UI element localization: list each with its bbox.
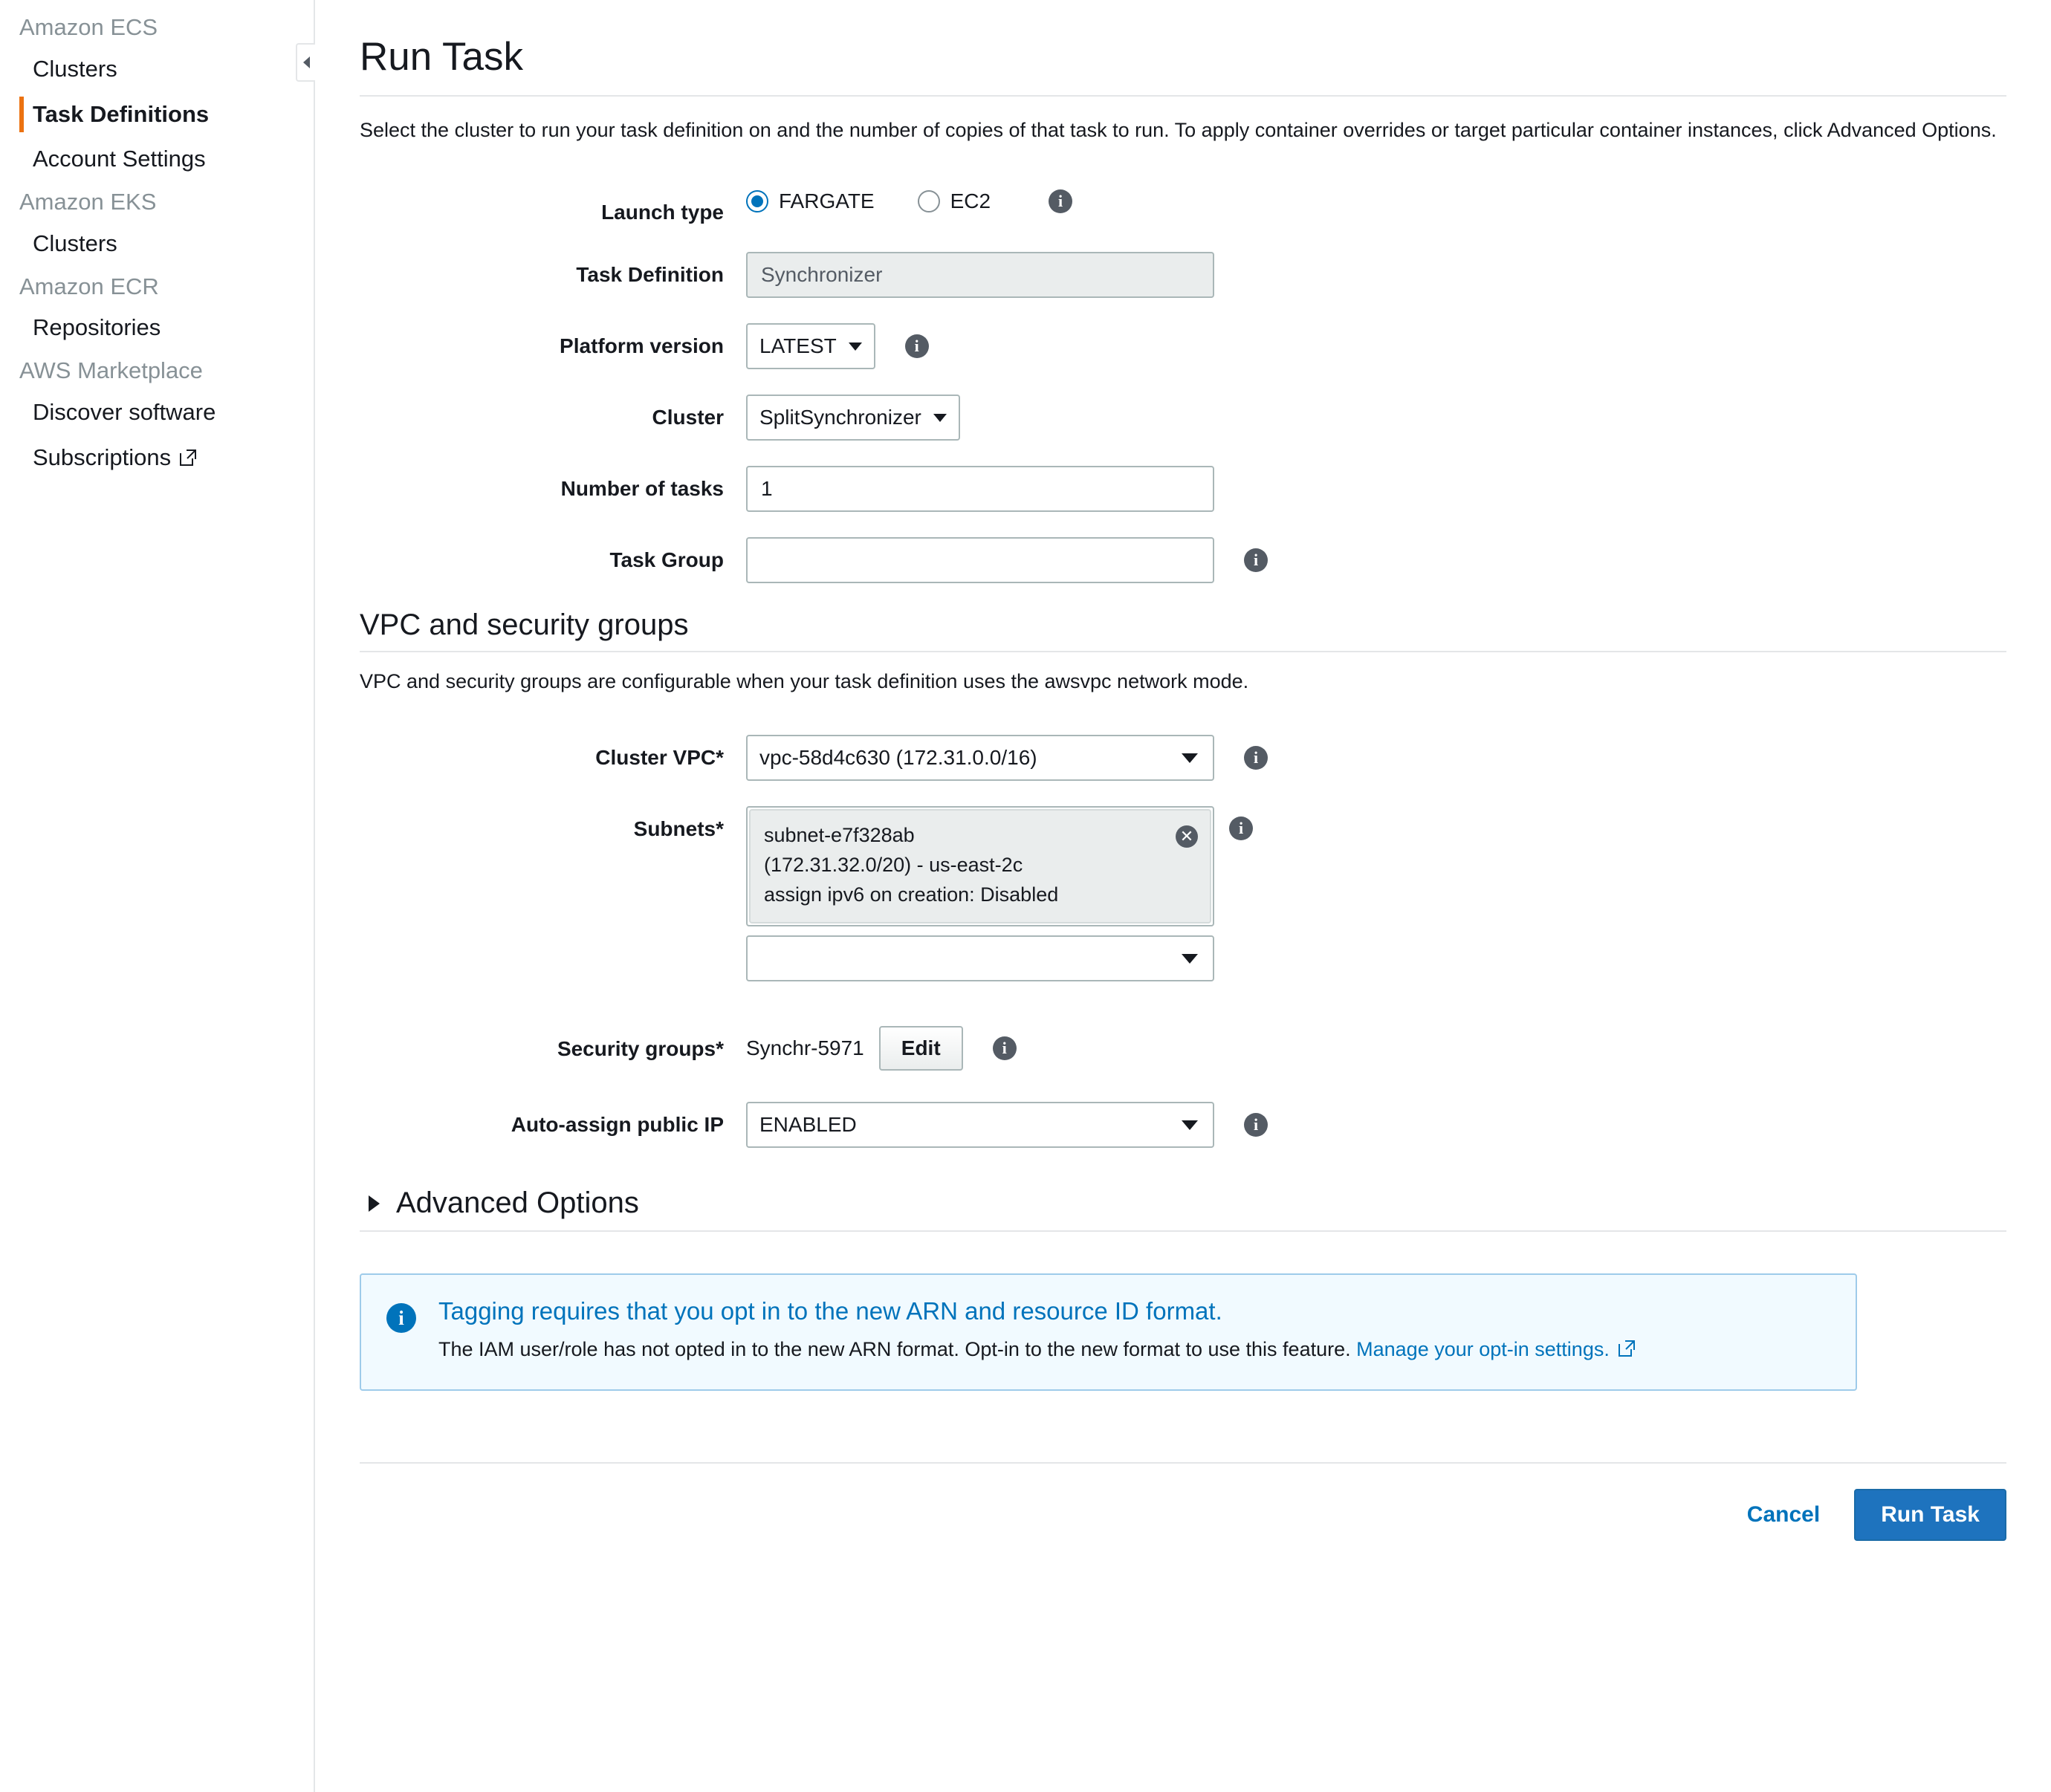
title-divider: [360, 95, 2006, 97]
number-of-tasks-input[interactable]: 1: [746, 466, 1214, 512]
radio-fargate-label: FARGATE: [779, 189, 875, 213]
info-icon-launch-type[interactable]: i: [1049, 189, 1072, 213]
auto-assign-ip-select[interactable]: [746, 1102, 1214, 1148]
sidebar-item-clusters-ecs[interactable]: [0, 47, 314, 92]
external-link-icon: [178, 448, 198, 467]
cluster-vpc-control: [746, 735, 1268, 781]
form-row-task-definition: [360, 252, 2006, 298]
subnets-add-select[interactable]: [746, 935, 1214, 981]
main-content: [315, 0, 2051, 1792]
run-task-button[interactable]: Run Task: [1854, 1489, 2006, 1541]
alert-body-text: The IAM user/role has not opted in to the new ARN format. Opt-in to the new format to use this feature.: [438, 1338, 1351, 1361]
info-icon-auto-assign-ip[interactable]: i: [1244, 1113, 1268, 1137]
security-groups-control: [746, 1026, 1017, 1071]
chevron-right-icon: [369, 1195, 380, 1212]
alert-content: [438, 1297, 1636, 1364]
chevron-down-icon: [1182, 954, 1198, 964]
chevron-left-icon: [303, 56, 310, 68]
task-definition-field[interactable]: Synchronizer: [746, 252, 1214, 298]
manage-optin-settings-link[interactable]: Manage your opt-in settings.: [1356, 1338, 1610, 1361]
cluster-control: [746, 395, 960, 441]
info-icon-cluster-vpc[interactable]: i: [1244, 746, 1268, 770]
remove-subnet-icon[interactable]: ✕: [1176, 825, 1198, 848]
subnets-control: [746, 806, 1253, 981]
subnet-token-ipv6: assign ipv6 on creation: Disabled: [764, 883, 1059, 906]
radio-fargate[interactable]: [746, 190, 768, 212]
info-icon-alert: i: [386, 1303, 416, 1333]
task-definition-label: Task Definition: [576, 263, 724, 287]
cluster-vpc-value: vpc-58d4c630 (172.31.0.0/16): [759, 746, 1037, 770]
edit-security-groups-button[interactable]: Edit: [879, 1026, 963, 1071]
form-row-security-groups: [360, 1026, 2006, 1071]
sidebar-item-label: Task Definitions: [33, 100, 210, 127]
launch-type-control: [746, 189, 1072, 213]
chevron-down-icon: [1182, 753, 1198, 763]
subnet-token-cidr-az: (172.31.32.0/20) - us-east-2c: [764, 854, 1023, 877]
cluster-vpc-label: Cluster VPC*: [595, 746, 724, 770]
sidebar-item-label: Clusters: [33, 230, 117, 256]
info-icon-platform-version[interactable]: i: [905, 334, 929, 358]
sidebar-item-discover-software[interactable]: [0, 390, 314, 435]
sidebar-item-label: Clusters: [33, 55, 117, 82]
launch-type-option-fargate[interactable]: [746, 189, 875, 213]
footer-actions: [360, 1464, 2006, 1571]
platform-version-control: [746, 323, 929, 369]
chevron-down-icon: [849, 343, 862, 351]
security-groups-label: Security groups*: [557, 1037, 724, 1061]
number-of-tasks-label: Number of tasks: [560, 477, 724, 501]
page-title: Run Task: [360, 35, 523, 79]
advanced-options-toggle[interactable]: [369, 1186, 2006, 1220]
number-of-tasks-control: [746, 466, 1214, 512]
alert-title: Tagging requires that you opt in to the new ARN and resource ID format.: [438, 1297, 1222, 1325]
form-row-launch-type: [360, 189, 2006, 227]
sidebar: [0, 0, 315, 1792]
vpc-section-heading: VPC and security groups: [360, 608, 689, 642]
form-row-cluster-vpc: [360, 735, 2006, 781]
launch-type-option-ec2[interactable]: [918, 189, 991, 213]
sidebar-item-label: Repositories: [33, 314, 161, 341]
subnet-token: [749, 809, 1211, 923]
sidebar-item-label: Discover software: [33, 398, 216, 425]
sidebar-item-account-settings[interactable]: [0, 137, 314, 182]
auto-assign-ip-control: [746, 1102, 1268, 1148]
task-group-control: [746, 537, 1268, 583]
sidebar-item-label: Subscriptions: [33, 444, 172, 470]
cluster-label: Cluster: [652, 406, 724, 429]
info-icon-security-groups[interactable]: i: [993, 1036, 1017, 1060]
sidebar-item-clusters-eks[interactable]: [0, 221, 314, 267]
advanced-options-label: Advanced Options: [396, 1186, 639, 1220]
form-row-cluster: [360, 395, 2006, 441]
vpc-section-divider: [360, 651, 2006, 652]
subnet-token-id: subnet-e7f328ab: [764, 824, 915, 847]
info-icon-subnets[interactable]: i: [1229, 817, 1253, 840]
task-group-label: Task Group: [609, 548, 724, 572]
task-group-input[interactable]: [746, 537, 1214, 583]
launch-type-label: Launch type: [601, 201, 724, 224]
auto-assign-ip-label: Auto-assign public IP: [511, 1113, 724, 1137]
form-row-subnets: [360, 806, 2006, 981]
cluster-vpc-select[interactable]: [746, 735, 1214, 781]
auto-assign-ip-value: ENABLED: [759, 1113, 857, 1137]
advanced-options-divider: [360, 1230, 2006, 1232]
page-description: Select the cluster to run your task definition on and the number of copies of that task to run. To apply container overrides or target particular container instances, click Advanced Options.: [360, 119, 1997, 142]
sidebar-item-repositories[interactable]: [0, 305, 314, 351]
platform-version-label: Platform version: [560, 334, 724, 358]
alert-body: [438, 1336, 1636, 1364]
sidebar-group-title-ecs: Amazon ECS: [19, 14, 158, 40]
form-row-task-group: [360, 537, 2006, 583]
security-groups-value: Synchr-5971: [746, 1036, 864, 1060]
info-icon-task-group[interactable]: i: [1244, 548, 1268, 572]
external-link-icon: [1617, 1339, 1636, 1358]
form-row-number-of-tasks: [360, 466, 2006, 512]
sidebar-group-title-eks: Amazon EKS: [19, 189, 157, 215]
platform-version-select[interactable]: [746, 323, 875, 369]
sidebar-group-title-ecr: Amazon ECR: [19, 273, 159, 299]
vpc-section-description: VPC and security groups are configurable when your task definition uses the awsvpc network mode.: [360, 670, 1249, 693]
tagging-optin-alert: [360, 1273, 1857, 1391]
platform-version-value: LATEST: [759, 334, 837, 358]
radio-ec2-label: EC2: [950, 189, 991, 213]
form-row-auto-assign-ip: [360, 1102, 2006, 1148]
sidebar-group-title-marketplace: AWS Marketplace: [19, 357, 203, 383]
cluster-value: SplitSynchronizer: [759, 406, 921, 429]
sidebar-collapse-button[interactable]: [296, 43, 315, 82]
sidebar-item-task-definitions[interactable]: [0, 92, 314, 137]
subnets-token-box[interactable]: [746, 806, 1214, 926]
form-row-platform-version: [360, 323, 2006, 369]
chevron-down-icon: [933, 414, 947, 422]
radio-ec2[interactable]: [918, 190, 940, 212]
task-definition-control: [746, 252, 1214, 298]
sidebar-item-label: Account Settings: [33, 146, 206, 172]
subnets-label: Subnets*: [633, 817, 724, 841]
cluster-select[interactable]: [746, 395, 960, 441]
chevron-down-icon: [1182, 1120, 1198, 1130]
cancel-button[interactable]: Cancel: [1743, 1502, 1824, 1528]
sidebar-item-subscriptions[interactable]: [0, 435, 314, 481]
